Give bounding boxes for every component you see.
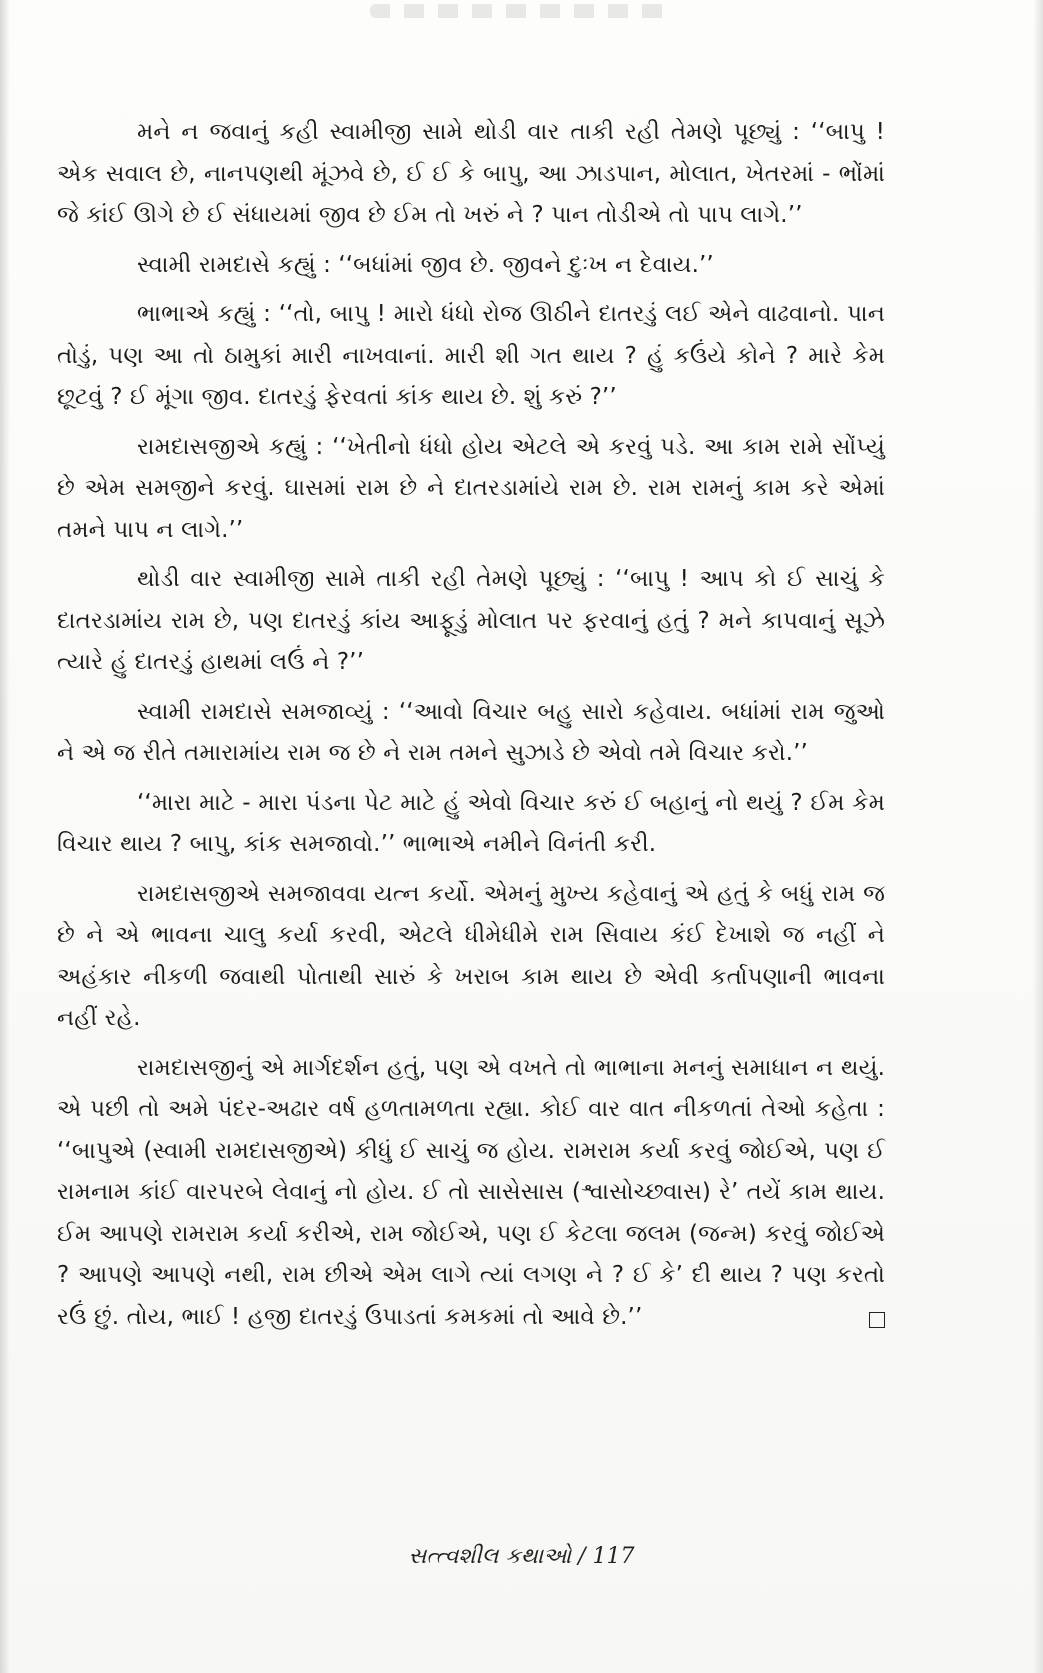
paragraph: રામદાસજીએ કહ્યું : ‘‘ખેતીનો ધંધો હોય એટલે એ કરવું પડે. આ કામ રામે સોંપ્યું છે એમ સમજીને કરવું. ઘાસમાં રામ છે ને દાતરડામાંયે રામ છે. રામ રામનું કામ કરે એમાં તમને પાપ ન લાગે.’’ bbox=[57, 433, 885, 543]
paragraph: થોડી વાર સ્વામીજી સામે તાકી રહી તેમણે પૂછ્યું : ‘‘બાપુ ! આપ કો ઈ સાચું કે દાતરડામાંય રામ છે, પણ દાતરડું કાંય આફૂડું મોલાત પર ફરવાનું હતું ? મને કાપવાનું સૂઝે ત્યારે હું દાતરડું હાથમાં લઉં ને ?’’ bbox=[57, 566, 885, 675]
page-edge-shadow bbox=[1033, 0, 1043, 1673]
paragraph: ‘‘મારા માટે - મારા પંડના પેટ માટે હું એવો વિચાર કરું ઈ બહાનું નો થયું ? ઈમ કેમ વિચાર થાય ? બાપુ, કાંક સમજાવો.’’ ભાભાએ નમીને વિનંતી કરી. bbox=[57, 789, 885, 857]
paragraph-text: રામદાસજીનું એ માર્ગદર્શન હતું, પણ એ વખતે તો ભાભાના મનનું સમાધાન ન થયું. એ પછી તો અમે પંદર-અઢાર વર્ષ હળતામળતા રહ્યા. કોઈ વાર વાત નીકળતાં તેઓ કહેતા : ‘‘બાપુએ (સ્વામી રામદાસજીએ) કીધું ઈ સાચું જ હોય. રામરામ કર્યા કરવું જોઈએ, પણ ઈ રામનામ કાંઈ વારપરબે લેવાનું નો હોય. ઈ તો સાસેસાસ (શ્વાસોચ્છ્વાસ) રે’ તયેં કામ થાય. ઈમ આપણે રામરામ કર્યા કરીએ, રામ જોઈએ, પણ ઈ કેટલા જલમ (જન્મ) કરવું જોઈએ ? આપણે આપણે નથી, રામ છીએ એમ લાગે ત્યાં લગણ ને ? ઈ કે’ દી થાય ? પણ કરતો રઉં છું. તોય, ભાઈ ! હજી દાતરડું ઉપાડતાં કમકમાં તો આવે છે.’’ bbox=[57, 1054, 885, 1330]
end-of-story-mark bbox=[869, 1312, 885, 1328]
paragraph: મને ન જવાનું કહી સ્વામીજી સામે થોડી વાર તાકી રહી તેમણે પૂછ્યું : ‘‘બાપુ ! એક સવાલ છે, નાનપણથી મૂંઝવે છે, ઈ ઈ કે બાપુ, આ ઝાડપાન, મોલાત, ખેતરમાં - ભોંમાં જે કાંઈ ઊગે છે ઈ સંધાયમાં જીવ છે ઈમ તો ખરું ને ? પાન તોડીએ તો પાપ લાગે.’’ bbox=[57, 119, 885, 228]
bleed-through-smudge bbox=[370, 4, 670, 18]
final-paragraph bbox=[57, 1048, 885, 1339]
paragraph: સ્વામી રામદાસે સમજાવ્યું : ‘‘આવો વિચાર બહુ સારો કહેવાય. બધાંમાં રામ જુઓ ને એ જ રીતે તમારામાંય રામ જ છે ને રામ તમને સુઝાડે છે એવો તમે વિચાર કરો.’’ bbox=[57, 698, 885, 766]
paragraph: સ્વામી રામદાસે કહ્યું : ‘‘બધાંમાં જીવ છે. જીવને દુઃખ ન દેવાય.’’ bbox=[137, 251, 714, 278]
page-edge-shadow bbox=[0, 0, 10, 1673]
paragraph: રામદાસજીએ સમજાવવા યત્ન કર્યો. એમનું મુખ્ય કહેવાનું એ હતું કે બધું રામ જ છે ને એ ભાવના ચાલુ કર્યા કરવી, એટલે ધીમેધીમે રામ સિવાય કંઈ દેખાશે જ નહીં ને અહંકાર નીકળી જવાથી પોતાથી સારું કે ખરાબ કામ થાય છે એવી કર્તાપણાની ભાવના નહીં રહે. bbox=[57, 880, 885, 1031]
paragraph: ભાભાએ કહ્યું : ‘‘તો, બાપુ ! મારો ધંધો રોજ ઊઠીને દાતરડું લઈ એને વાઢવાનો. પાન તોડું, પણ આ તો ઠામુકાં મારી નાખવાનાં. મારી શી ગત થાય ? હું કઉંયે કોને ? મારે કેમ છૂટવું ? ઈ મૂંગા જીવ. દાતરડું ફેરવતાં કાંક થાય છે. શું કરું ?’’ bbox=[57, 301, 885, 410]
body-text bbox=[57, 112, 885, 1338]
page-footer: સત્ત્વશીલ કથાઓ / 117 bbox=[408, 1544, 635, 1569]
